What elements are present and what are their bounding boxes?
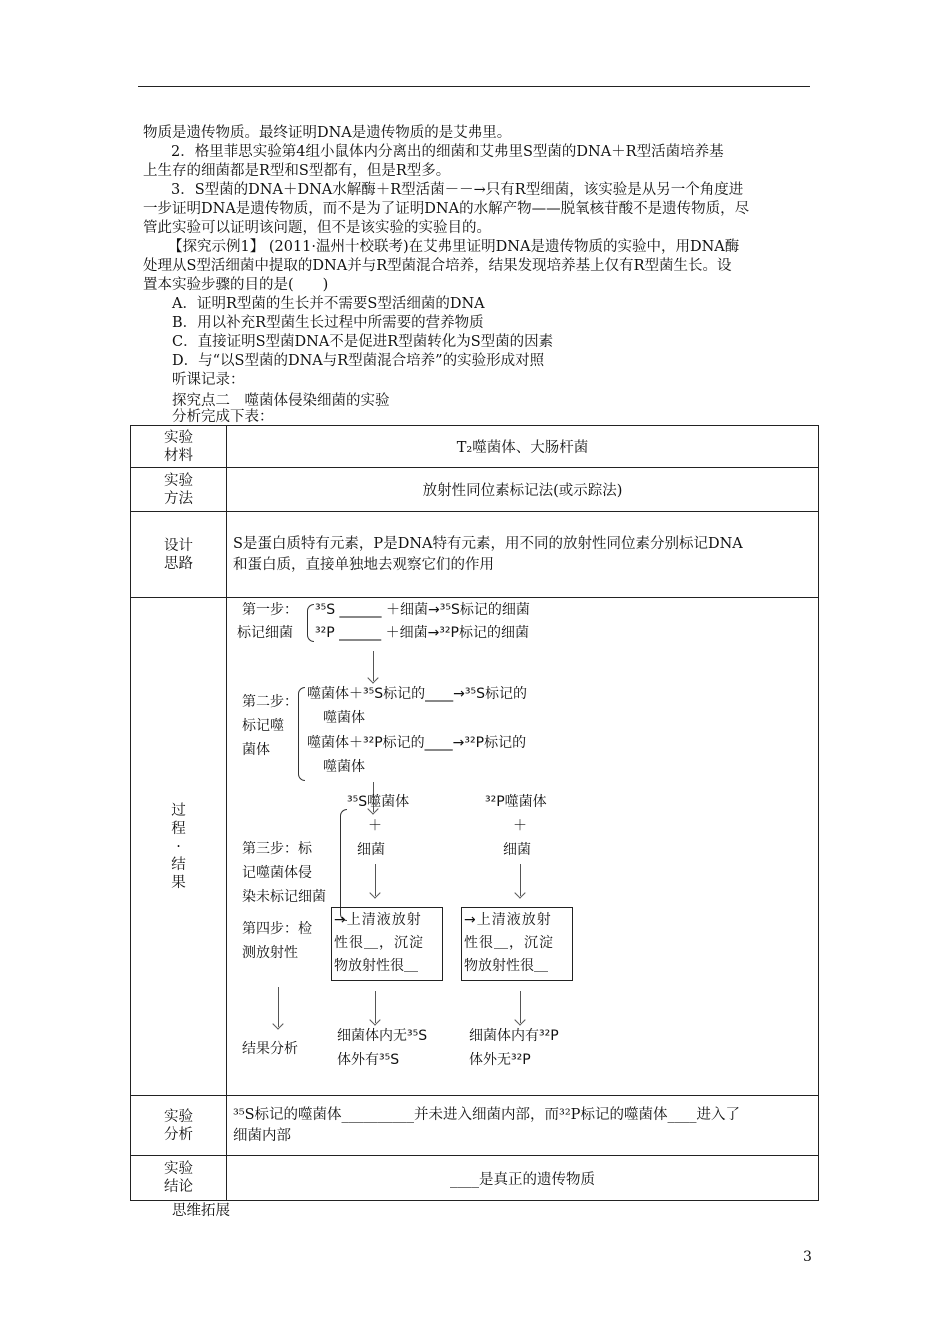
label-text: 实验 材料 — [164, 429, 193, 464]
step2-row: 噬菌体＋³²P标记的____→³²P标记的 — [307, 734, 527, 751]
box-line: 性很＿，沉淀 — [334, 934, 424, 951]
row-label — [131, 598, 227, 1096]
section-title: 探究点二 噬菌体侵染细菌的实验 — [172, 393, 390, 409]
text-line: 2．格里菲思实验第4组小鼠体内分离出的细菌和艾弗里S型菌的DNA＋R型活菌培养基 — [171, 144, 724, 160]
step2-row: 噬菌体 — [323, 758, 365, 775]
value-line: 细菌内部 — [233, 1127, 291, 1144]
value-line: ³⁵S标记的噬菌体__________并未进入细菌内部，而³²P标记的噬菌体____进入了 — [233, 1106, 740, 1123]
step2-subtitle: 菌体 — [242, 741, 270, 758]
result-left: 体外有³⁵S — [337, 1051, 400, 1068]
table-row — [131, 1096, 819, 1156]
row-value — [227, 512, 819, 598]
table-row — [131, 598, 819, 1096]
label-text: 实验 分析 — [164, 1108, 193, 1143]
down-arrow-icon — [520, 864, 521, 896]
result-box — [331, 907, 443, 981]
table-row — [131, 512, 819, 598]
step3-left: ＋ — [368, 817, 382, 834]
step3-subtitle: 记噬菌体侵 — [242, 864, 312, 881]
process-diagram — [227, 598, 819, 1096]
instruction: 分析完成下表： — [172, 409, 274, 425]
down-arrow-icon — [375, 991, 376, 1023]
label-text: 设计 思路 — [164, 537, 193, 572]
row-label — [131, 1096, 227, 1156]
option-a: A．证明R型菌的生长并不需要S型活细菌的DNA — [172, 296, 485, 312]
step2-row: 噬菌体＋³⁵S标记的____→³⁵S标记的 — [307, 685, 527, 702]
result-left: 细菌体内无³⁵S — [337, 1027, 428, 1044]
option-d: D．与“以S型菌的DNA与R型菌混合培养”的实验形成对照 — [172, 353, 545, 369]
step4-subtitle: 测放射性 — [242, 944, 298, 961]
brace — [307, 604, 314, 642]
option-c: C．直接证明S型菌DNA不是促进R型菌转化为S型菌的因素 — [172, 334, 554, 350]
result-analysis-label: 结果分析 — [242, 1040, 298, 1057]
text-line: 3．S型菌的DNA＋DNA水解酶＋R型活菌－－→只有R型细菌，该实验是从另一个角度进 — [171, 182, 744, 198]
down-arrow-icon — [278, 987, 279, 1027]
text-line: 一步证明DNA是遗传物质，而不是为了证明DNA的水解产物——脱氧核苷酸不是遗传物质，尽 — [143, 201, 750, 217]
row-label — [131, 426, 227, 468]
text-line: 处理从S型活细菌中提取的DNA并与R型菌混合培养，结果发现培养基上仅有R型菌生长。设 — [143, 258, 732, 274]
value-line: S是蛋白质特有元素，P是DNA特有元素，用不同的放射性同位素分别标记DNA — [233, 535, 743, 552]
box-line: →上清液放射 — [464, 911, 552, 928]
text-line: 管此实验可以证明该问题，但不是该实验的实验目的。 — [143, 220, 491, 236]
down-arrow-icon — [375, 864, 376, 896]
row-value: T₂噬菌体、大肠杆菌 — [227, 426, 819, 468]
option-b: B．用以补充R型菌生长过程中所需要的营养物质 — [172, 315, 484, 331]
box-line: 物放射性很＿ — [334, 957, 418, 974]
row-value — [227, 1096, 819, 1156]
table-row — [131, 1156, 819, 1201]
box-line: 物放射性很＿ — [464, 957, 548, 974]
example-title: 【探究示例1】 (2011·温州十校联考)在艾弗里证明DNA是遗传物质的实验中，用DNA酶 — [168, 239, 740, 255]
result-box — [461, 907, 573, 981]
step1-row: ³²P ______ ＋细菌→³²P标记的细菌 — [315, 624, 529, 641]
step3-right: ＋ — [513, 817, 527, 834]
value-line: 和蛋白质，直接单独地去观察它们的作用 — [233, 556, 494, 573]
table-row — [131, 426, 819, 468]
section-heading: 思维拓展 — [172, 1203, 230, 1219]
row-label — [131, 512, 227, 598]
step2-title: 第二步： — [242, 693, 298, 710]
box-line: →上清液放射 — [334, 911, 422, 928]
step2-row: 噬菌体 — [323, 709, 365, 726]
step1-row: ³⁵S ______ ＋细菌→³⁵S标记的细菌 — [315, 601, 530, 618]
brace — [340, 809, 347, 921]
result-right: 体外无³²P — [469, 1051, 531, 1068]
step3-title: 第三步：标 — [242, 840, 312, 857]
step1-title: 第一步： — [242, 601, 298, 618]
step2-subtitle: 标记噬 — [242, 717, 284, 734]
label-text: 实验 结论 — [164, 1161, 193, 1195]
step3-right: ³²P噬菌体 — [485, 793, 547, 810]
text-line: 置本实验步骤的目的是( ) — [143, 277, 329, 293]
page-number: 3 — [803, 1249, 812, 1265]
experiment-table — [130, 425, 819, 1201]
step3-left: ³⁵S噬菌体 — [347, 793, 410, 810]
step4-title: 第四步：检 — [242, 920, 312, 937]
result-right: 细菌体内有³²P — [469, 1027, 559, 1044]
step1-subtitle: 标记细菌 — [237, 624, 293, 641]
label-text: 实验 方法 — [164, 472, 193, 507]
down-arrow-icon — [373, 651, 374, 681]
row-value: 放射性同位素标记法(或示踪法) — [227, 468, 819, 512]
brace — [298, 687, 305, 781]
step3-subtitle: 染未标记细菌 — [242, 888, 326, 905]
text-line: 上生存的细菌都是R型和S型都有，但是R型多。 — [143, 163, 451, 179]
table-row — [131, 468, 819, 512]
text-line: 物质是遗传物质。最终证明DNA是遗传物质的是艾弗里。 — [143, 125, 512, 141]
row-value: ____是真正的遗传物质 — [227, 1156, 819, 1201]
step3-left: 细菌 — [357, 841, 385, 858]
row-label — [131, 1156, 227, 1201]
label-text: 过 程 · 结 果 — [171, 802, 186, 891]
step3-right: 细菌 — [503, 841, 531, 858]
row-label — [131, 468, 227, 512]
down-arrow-icon — [520, 991, 521, 1023]
header-rule — [138, 86, 810, 87]
notes-label: 听课记录： — [172, 372, 245, 388]
box-line: 性很＿，沉淀 — [464, 934, 554, 951]
